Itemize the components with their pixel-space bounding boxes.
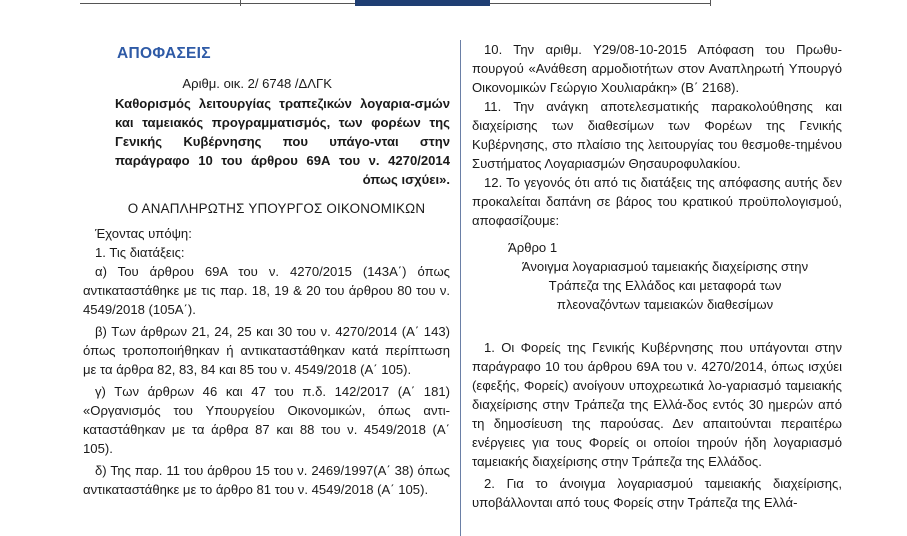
decision-subject: Καθορισμός λειτουργίας τραπεζικών λογαρια-σμών και ταμειακός προγραμματισμός, των φορέων της Γενικής Κυβέρνησης που υπάγο-νται στην παράγραφο 10 του άρθρου 69Α του ν. 4270/2014 όπως ισχύει». — [115, 96, 450, 187]
header-blue-block — [355, 0, 490, 6]
item-b: β) Των άρθρων 21, 24, 25 και 30 του ν. 4270/2014 (Α΄ 143) όπως τροποποιήθηκαν ή αντικαταστάθηκαν κατά περίπτωση με τα άρθρα 82, 83, 84 και 85 του ν. 4549/2018 (Α΄ 105). — [83, 324, 450, 377]
item-1: 1. Τις διατάξεις: — [95, 245, 185, 260]
section-heading: ΑΠΟΦΑΣΕΙΣ — [117, 45, 211, 62]
header-rule-left — [80, 3, 355, 4]
item-10: 10. Την αριθμ. Υ29/08-10-2015 Απόφαση του Πρωθυ-πουργού «Ανάθεση αρμοδιοτήτων στον Αναπληρωτή Υπουργό Οικονομικών Γεώργιο Χουλιαράκη» (Β΄ 2168). — [472, 42, 842, 95]
item-d: δ) Της παρ. 11 του άρθρου 15 του ν. 2469/1997(Α΄ 38) όπως αντικαταστάθηκε με το άρθρο 81 του ν. 4549/2018 (Α΄ 105). — [83, 463, 450, 497]
header-tick — [240, 0, 241, 6]
column-divider — [460, 40, 461, 536]
paragraph-2: 2. Για το άνοιγμα λογαριασμού ταμειακής διαχείρισης, υποβάλλονται από τους Φορείς στην Τράπεζα της Ελλά- — [472, 476, 842, 510]
article-number: Άρθρο 1 — [508, 240, 558, 255]
decision-reference: Αριθμ. οικ. 2/ 6748 /ΔΛΓΚ — [182, 76, 332, 91]
minister-heading: Ο ΑΝΑΠΛΗΡΩΤΗΣ ΥΠΟΥΡΓΟΣ ΟΙΚΟΝΟΜΙΚΩΝ — [127, 201, 426, 216]
page-header-band — [0, 0, 907, 6]
header-tick — [710, 0, 711, 6]
article-title: Άνοιγμα λογαριασμού ταμειακής διαχείρισης στην Τράπεζα της Ελλάδος και μεταφορά των πλεοναζόντων ταμειακών διαθεσίμων — [521, 259, 809, 312]
item-c: γ) Των άρθρων 46 και 47 του π.δ. 142/2017 (Α΄ 181) «Οργανισμός του Υπουργείου Οικονομικών, όπως αντι-καταστάθηκαν με τα άρθρα 87 και 88 του ν. 4549/2018 (Α΄ 105). — [83, 384, 450, 456]
right-column — [472, 40, 842, 512]
item-12: 12. Το γεγονός ότι από τις διατάξεις της απόφασης αυτής δεν προκαλείται δαπάνη σε βάρος του κρατικού προϋπολογισμού, αποφασίζουμε: — [472, 175, 842, 228]
left-column — [83, 40, 450, 499]
item-a: α) Του άρθρου 69Α του ν. 4270/2015 (143Α΄) όπως αντικαταστάθηκε με τις παρ. 18, 19 & 20 του άρθρου 80 του ν. 4549/2018 (105Α΄). — [83, 264, 450, 317]
paragraph-1: 1. Οι Φορείς της Γενικής Κυβέρνησης που υπάγονται στην παράγραφο 10 του άρθρου 69Α του ν. 4270/2014, όπως ισχύει (εφεξής, Φορείς) ανοίγουν υποχρεωτικά λο-γαριασμό ταμειακής διαχείρισης στην Τράπεζα της Ελλά-δος εντός 30 ημερών από τη δημοσίευση της παρούσας. Δεν απαιτούνται περαιτέρω ενέργειες για τους Φορείς οι οποίοι τηρούν ήδη λογαριασμό ταμειακής διαχείρισης στην Τράπεζα της Ελλάδος. — [472, 340, 842, 469]
item-11: 11. Την ανάγκη αποτελεσματικής παρακολούθησης και διαχείρισης των διαθεσίμων των Φορέων της Γενικής Κυβέρνησης, στο πλαίσιο της λειτουργίας του θεσμοθε-τημένου Συστήματος Λογαριασμών Θησαυροφυλακίου. — [472, 99, 842, 171]
having-regard: Έχοντας υπόψη: — [95, 226, 192, 241]
header-rule-right — [490, 3, 710, 4]
